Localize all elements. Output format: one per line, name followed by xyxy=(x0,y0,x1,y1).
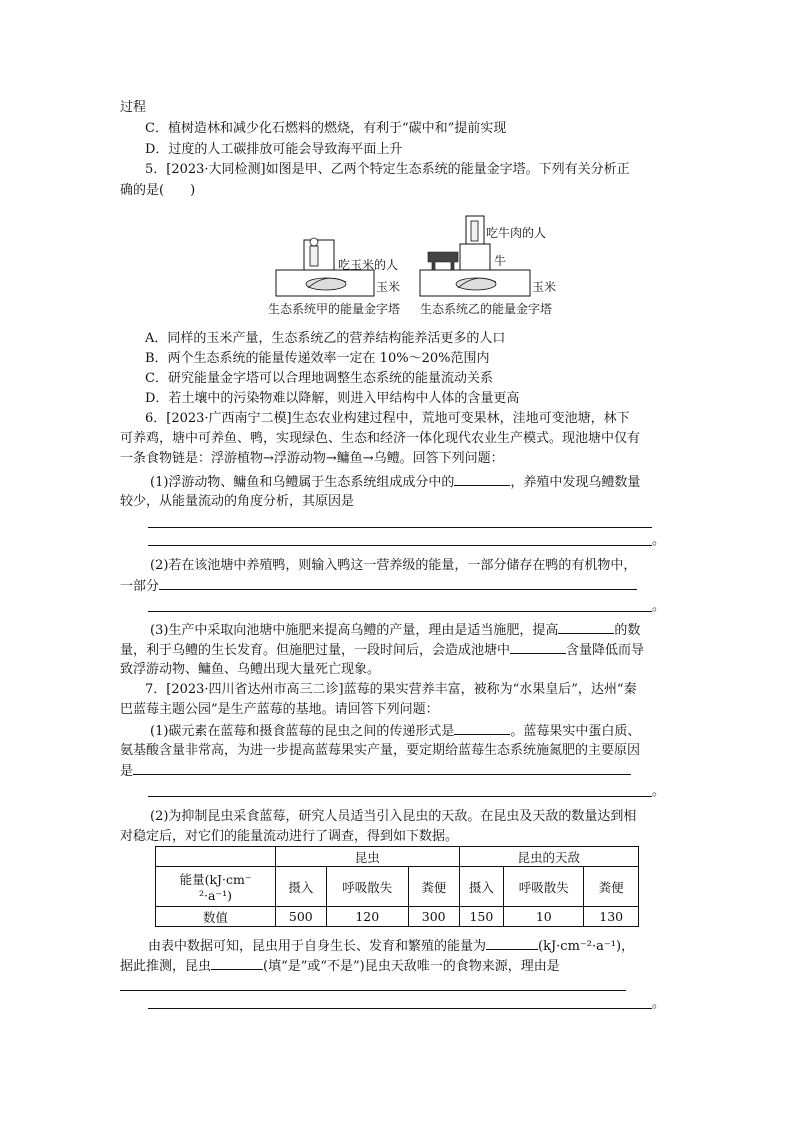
option-c: C．植树造林和减少化石燃料的燃烧，有利于“碳中和”提前实现 xyxy=(145,121,507,136)
pyramid-b-middle-block xyxy=(460,244,490,270)
option-d: D．过度的人工碳排放可能会导致海平面上升 xyxy=(145,142,403,157)
question-7-1-cont xyxy=(120,762,631,781)
question-text: 量，利于乌鳢的生长发育。但施肥过量，一段时间后，会造成池塘中 xyxy=(120,643,511,658)
question-text: 是 xyxy=(120,764,134,779)
option-d: D．若土壤中的污染物难以降解，则进入甲结构中人体的含量更高 xyxy=(145,391,520,406)
answer-blank[interactable] xyxy=(510,641,566,654)
question-7-2-cont: 对稳定后，对它们的能量流动进行了调查，得到如下数据。 xyxy=(120,829,459,844)
answer-blank[interactable] xyxy=(486,937,538,950)
question-7-1-cont: 氨基酸含量非常高，为进一步提高蓝莓果实产量，要定期给蓝莓生态系统施氮肥的主要原因 xyxy=(120,743,641,758)
answer-line[interactable] xyxy=(120,990,626,991)
label-corn-eater: 吃玉米的人 xyxy=(338,258,399,272)
question-7-2-text xyxy=(120,957,560,976)
answer-blank[interactable] xyxy=(454,473,510,486)
pyramid-a-top-block xyxy=(304,240,334,270)
person-icon xyxy=(471,221,478,241)
cow-icon xyxy=(428,252,458,270)
label-corn-left: 玉米 xyxy=(376,280,401,294)
question-6-1-cont: 较少，从能量流动的角度分析，其原因是 xyxy=(120,494,355,509)
energy-flow-table xyxy=(155,846,639,927)
table-col-header: 摄入 xyxy=(459,867,504,907)
row-header-text: 能量(kJ·cm⁻ xyxy=(179,872,252,887)
table-group-header: 昆虫 xyxy=(276,847,460,867)
answer-line[interactable] xyxy=(148,1008,652,1009)
caption-system-b: 生态系统乙的能量金字塔 xyxy=(420,302,553,316)
question-6-stem: 6．[2023·广西南宁二模]生态农业构建过程中，荒地可变果林，洼地可变池塘，林下 xyxy=(145,411,630,426)
answer-line[interactable] xyxy=(148,611,652,612)
question-text: (1)碳元素在蓝莓和摄食蓝莓的昆虫之间的传递形式是 xyxy=(150,724,455,739)
table-col-header: 摄入 xyxy=(276,867,327,907)
answer-blank[interactable] xyxy=(454,722,510,735)
question-text: 含量降低而导 xyxy=(566,643,645,658)
question-text: 据此推测，昆虫 xyxy=(120,959,212,974)
label-beef-eater: 吃牛肉的人 xyxy=(486,226,547,240)
question-7-2-text xyxy=(148,937,634,956)
table-cell: 300 xyxy=(408,907,459,927)
question-5-stem: 5．[2023·大同检测]如图是甲、乙两个特定生态系统的能量金字塔。下列有关分析正 xyxy=(145,162,630,177)
question-text: 的数 xyxy=(614,623,641,638)
question-text: 。蓝莓果实中蛋白质、 xyxy=(510,724,641,739)
answer-blank[interactable] xyxy=(211,957,263,970)
question-6-3-cont xyxy=(120,641,644,660)
question-7-stem: 7．[2023·四川省达州市高三二诊]蓝莓的果实营养丰富，被称为“水果皇后”，达州“秦 xyxy=(145,682,637,697)
table-cell: 120 xyxy=(326,907,408,927)
answer-line[interactable] xyxy=(148,796,652,797)
question-6-stem-cont: 一条食物链是：浮游植物→浮游动物→鳙鱼→乌鳢。回答下列问题： xyxy=(120,451,504,466)
question-6-3-cont: 致浮游动物、鳙鱼、乌鳢出现大量死亡现象。 xyxy=(120,662,381,677)
option-b: B．两个生态系统的能量传递效率一定在 10%～20%范围内 xyxy=(145,351,490,366)
text-line: 过程 xyxy=(120,100,147,115)
table-cell: 130 xyxy=(584,907,639,927)
question-text: (1)浮游动物、鳙鱼和乌鳢属于生态系统组成成分中的 xyxy=(150,475,455,490)
question-6-2-cont xyxy=(120,577,637,596)
option-c: C．研究能量金字塔可以合理地调整生态系统的能量流动关系 xyxy=(145,371,493,386)
period: 。 xyxy=(652,533,666,548)
row-header-text: ²·a⁻¹) xyxy=(199,888,232,903)
question-6-1 xyxy=(150,473,640,492)
table-corner xyxy=(156,847,276,867)
question-5-stem-cont: 确的是( ) xyxy=(120,183,196,198)
table-col-header: 呼吸散失 xyxy=(504,867,584,907)
question-text: (填“是”或“不是”)昆虫天敌唯一的食物来源，理由是 xyxy=(263,959,560,974)
question-6-3 xyxy=(150,621,640,640)
table-col-header: 粪便 xyxy=(408,867,459,907)
label-cattle: 牛 xyxy=(494,254,507,268)
option-a: A．同样的玉米产量，生态系统乙的营养结构能养活更多的人口 xyxy=(145,331,506,346)
answer-line[interactable] xyxy=(148,545,652,546)
table-col-header: 粪便 xyxy=(584,867,639,907)
answer-blank[interactable] xyxy=(133,762,631,775)
question-text: (3)生产中采取向池塘中施肥来提高乌鳢的产量，理由是适当施肥，提高 xyxy=(150,623,559,638)
question-7-1 xyxy=(150,722,640,741)
person-icon xyxy=(310,246,318,266)
table-row-header xyxy=(156,867,276,907)
answer-blank[interactable] xyxy=(159,577,637,590)
question-text: ，养殖中发现乌鳢数量 xyxy=(510,475,641,490)
question-text: (kJ·cm⁻²·a⁻¹)， xyxy=(538,939,635,954)
period: 。 xyxy=(652,599,666,614)
table-cell: 10 xyxy=(504,907,584,927)
table-group-header: 昆虫的天敌 xyxy=(459,847,638,867)
period: 。 xyxy=(652,784,666,799)
person-head-icon xyxy=(310,238,318,246)
question-6-stem-cont: 可养鸡，塘中可养鱼、鸭，实现绿色、生态和经济一体化现代农业生产模式。现池塘中仅有 xyxy=(120,431,641,446)
table-col-header: 呼吸散失 xyxy=(326,867,408,907)
table-cell: 150 xyxy=(459,907,504,927)
question-text: 由表中数据可知，昆虫用于自身生长、发育和繁殖的能量为 xyxy=(148,939,487,954)
question-text: 一部分 xyxy=(120,579,160,594)
energy-pyramid-figure xyxy=(268,212,558,318)
question-6-2: (2)若在该池塘中养殖鸭，则输入鸭这一营养级的能量，一部分储存在鸭的有机物中， xyxy=(150,558,637,573)
caption-system-a: 生态系统甲的能量金字塔 xyxy=(268,302,401,316)
table-row-label: 数值 xyxy=(156,907,276,927)
answer-blank[interactable] xyxy=(558,621,614,634)
question-7-stem-cont: 巴蓝莓主题公园”是生产蓝莓的基地。请回答下列问题： xyxy=(120,702,439,717)
answer-line[interactable] xyxy=(148,527,652,528)
table-cell: 500 xyxy=(276,907,327,927)
period: 。 xyxy=(652,996,666,1011)
label-corn-right: 玉米 xyxy=(532,280,557,294)
question-7-2: (2)为抑制昆虫采食蓝莓，研究人员适当引入昆虫的天敌。在昆虫及天敌的数量达到相 xyxy=(150,809,637,824)
